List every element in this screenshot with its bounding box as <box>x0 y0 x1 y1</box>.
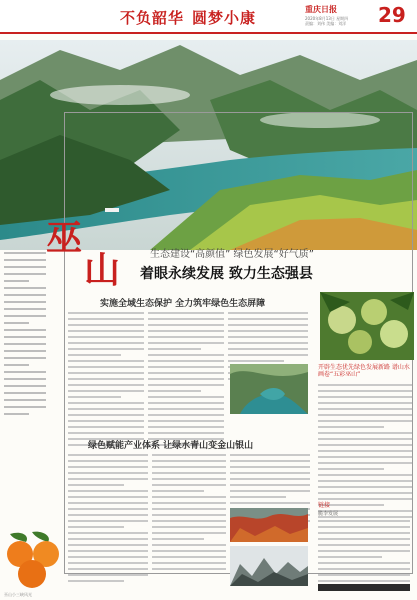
text-line <box>68 426 144 428</box>
text-line <box>68 550 148 552</box>
text-line <box>68 372 144 374</box>
text-line <box>318 420 412 422</box>
text-line <box>4 266 46 268</box>
text-line <box>152 508 226 510</box>
text-line <box>148 414 224 416</box>
text-line <box>68 526 124 528</box>
text-line <box>318 408 412 410</box>
right-caption: 开辟生态优先绿色发展新路 谱山水画卷“五彩巫山” <box>318 364 410 378</box>
page-header <box>0 0 417 34</box>
text-line <box>68 318 144 320</box>
section-1-column-2 <box>148 312 224 450</box>
text-line <box>152 478 226 480</box>
text-line <box>4 294 46 296</box>
text-line <box>4 308 46 310</box>
green-lemons-photo <box>320 292 414 360</box>
text-line <box>148 402 224 404</box>
text-line <box>152 496 226 498</box>
text-line <box>4 357 46 359</box>
text-line <box>148 330 224 332</box>
slogan-part-1: 不负韶华 <box>120 9 185 27</box>
text-line <box>68 514 148 516</box>
text-line <box>68 324 144 326</box>
text-line <box>228 348 308 350</box>
text-line <box>148 408 224 410</box>
text-line <box>4 406 46 408</box>
text-line <box>318 438 412 440</box>
text-line <box>152 526 226 528</box>
text-line <box>4 392 46 394</box>
text-line <box>230 454 310 456</box>
text-line <box>228 354 308 356</box>
text-line <box>68 496 148 498</box>
text-line <box>318 580 410 582</box>
text-line <box>228 336 308 338</box>
text-line <box>318 544 410 546</box>
text-line <box>148 348 201 350</box>
text-line <box>68 408 144 410</box>
text-line <box>318 462 412 464</box>
text-line <box>4 413 29 415</box>
text-line <box>318 474 412 476</box>
title-char-shan: 山 <box>84 249 121 291</box>
text-line <box>4 343 46 345</box>
text-line <box>148 324 224 326</box>
text-line <box>148 312 224 314</box>
text-line <box>4 301 46 303</box>
text-line <box>318 480 412 482</box>
meta-line-2: 责编：刘伟 美编：刘洋 <box>305 21 347 26</box>
text-line <box>230 466 310 468</box>
text-line <box>148 342 224 344</box>
text-line <box>152 520 226 522</box>
text-line <box>68 396 121 398</box>
text-line <box>318 414 412 416</box>
text-line <box>68 402 144 404</box>
text-line <box>68 414 144 416</box>
text-line <box>318 492 412 494</box>
section-1-title: 实施全域生态保护 全力筑牢绿色生态屏障 <box>100 299 266 309</box>
header-slogan <box>120 7 256 28</box>
text-line <box>68 532 148 534</box>
text-line <box>228 360 284 362</box>
text-line <box>318 402 412 404</box>
text-line <box>68 460 148 462</box>
text-line <box>68 390 144 392</box>
text-line <box>68 420 144 422</box>
text-line <box>148 360 224 362</box>
text-line <box>148 318 224 320</box>
text-line <box>152 532 226 534</box>
section-1-column-1 <box>68 312 144 450</box>
text-line <box>68 520 148 522</box>
text-line <box>68 360 144 362</box>
text-line <box>230 472 310 474</box>
text-line <box>68 490 148 492</box>
text-line <box>68 378 144 380</box>
text-line <box>152 538 204 540</box>
text-line <box>152 544 226 546</box>
text-line <box>318 486 412 488</box>
text-line <box>148 354 224 356</box>
text-line <box>152 472 226 474</box>
text-line <box>318 532 410 534</box>
text-line <box>148 372 224 374</box>
text-line <box>148 390 201 392</box>
text-line <box>4 350 46 352</box>
text-line <box>148 420 224 422</box>
text-line <box>4 399 46 401</box>
text-line <box>4 259 46 261</box>
text-line <box>152 466 226 468</box>
text-line <box>4 322 29 324</box>
text-line <box>318 456 412 458</box>
subheadline: 生态建设“高颜值” 绿色发展“好气质” <box>150 249 314 260</box>
text-line <box>228 342 308 344</box>
text-line <box>68 348 144 350</box>
oranges-photo <box>2 530 64 590</box>
text-line <box>230 460 310 462</box>
text-line <box>148 378 224 380</box>
text-line <box>152 550 226 552</box>
right-box-title: 链接 <box>318 502 331 509</box>
text-line <box>318 468 384 470</box>
text-line <box>318 520 410 522</box>
text-line <box>148 396 224 398</box>
river-bend-photo <box>230 364 308 414</box>
meta-line-1: 2020年8月13日 星期四 <box>305 16 349 21</box>
right-column-text <box>318 384 412 522</box>
right-box-subtitle: 脆李发展 <box>318 511 339 517</box>
text-line <box>68 454 148 456</box>
text-line <box>68 312 144 314</box>
text-line <box>318 426 384 428</box>
paper-name: 重庆日报 <box>305 5 337 14</box>
text-line <box>318 450 412 452</box>
text-line <box>152 502 226 504</box>
section-2-column-1 <box>68 454 148 586</box>
text-line <box>228 312 308 314</box>
text-line <box>68 538 148 540</box>
text-line <box>4 315 46 317</box>
text-line <box>148 336 224 338</box>
title-char-wu: 巫 <box>46 217 83 259</box>
text-line <box>318 526 410 528</box>
section-2-title: 绿色赋能产业体系 让绿水青山变金山银山 <box>88 441 254 451</box>
headline: 着眼永续发展 致力生态强县 <box>140 266 313 282</box>
page-meta <box>305 16 375 26</box>
page-number: 29 <box>378 3 406 27</box>
text-line <box>152 454 226 456</box>
text-line <box>68 384 144 386</box>
text-line <box>68 574 148 576</box>
text-line <box>230 502 310 504</box>
autumn-red-leaves-photo <box>230 508 308 542</box>
text-line <box>68 502 148 504</box>
text-line <box>230 478 310 480</box>
photo-caption: 巫山小三峡风光 <box>4 592 32 597</box>
text-line <box>318 550 410 552</box>
text-line <box>68 472 148 474</box>
text-line <box>148 426 224 428</box>
text-line <box>318 384 412 386</box>
text-line <box>68 366 144 368</box>
text-line <box>68 484 124 486</box>
slogan-part-2: 圆梦小康 <box>192 9 257 27</box>
text-line <box>4 280 29 282</box>
text-line <box>68 336 144 338</box>
text-line <box>228 324 308 326</box>
text-line <box>318 498 412 500</box>
text-line <box>318 444 412 446</box>
text-line <box>318 396 412 398</box>
text-line <box>4 336 46 338</box>
text-line <box>230 490 310 492</box>
text-line <box>4 385 46 387</box>
text-line <box>68 580 124 582</box>
text-line <box>68 354 121 356</box>
text-line <box>148 432 224 434</box>
text-line <box>152 556 226 558</box>
text-line <box>68 330 144 332</box>
text-line <box>68 568 148 570</box>
text-line <box>318 574 410 576</box>
text-line <box>230 484 310 486</box>
text-line <box>318 562 410 564</box>
header-rule <box>0 32 417 34</box>
text-line <box>148 384 224 386</box>
text-line <box>68 508 148 510</box>
text-line <box>318 390 412 392</box>
text-line <box>318 556 382 558</box>
text-line <box>152 562 226 564</box>
text-line <box>4 273 46 275</box>
left-sidebar-text <box>4 252 46 420</box>
text-line <box>318 538 410 540</box>
text-line <box>68 562 148 564</box>
text-line <box>68 478 148 480</box>
misty-mountains-photo <box>230 546 308 586</box>
text-line <box>152 568 226 570</box>
text-line <box>4 252 46 254</box>
text-line <box>4 329 46 331</box>
text-line <box>152 490 204 492</box>
text-line <box>4 364 29 366</box>
text-line <box>4 378 46 380</box>
text-line <box>230 496 286 498</box>
right-box-footer-bar <box>318 584 410 591</box>
text-line <box>152 514 226 516</box>
text-line <box>228 318 308 320</box>
section-2-column-2 <box>152 454 226 574</box>
right-box-text <box>318 520 410 592</box>
text-line <box>318 432 412 434</box>
text-line <box>68 556 148 558</box>
text-line <box>4 287 46 289</box>
text-line <box>68 544 148 546</box>
text-line <box>68 342 144 344</box>
text-line <box>68 432 144 434</box>
text-line <box>68 466 148 468</box>
text-line <box>152 484 226 486</box>
text-line <box>4 371 46 373</box>
text-line <box>152 460 226 462</box>
text-line <box>148 366 224 368</box>
text-line <box>318 568 410 570</box>
text-line <box>228 330 308 332</box>
